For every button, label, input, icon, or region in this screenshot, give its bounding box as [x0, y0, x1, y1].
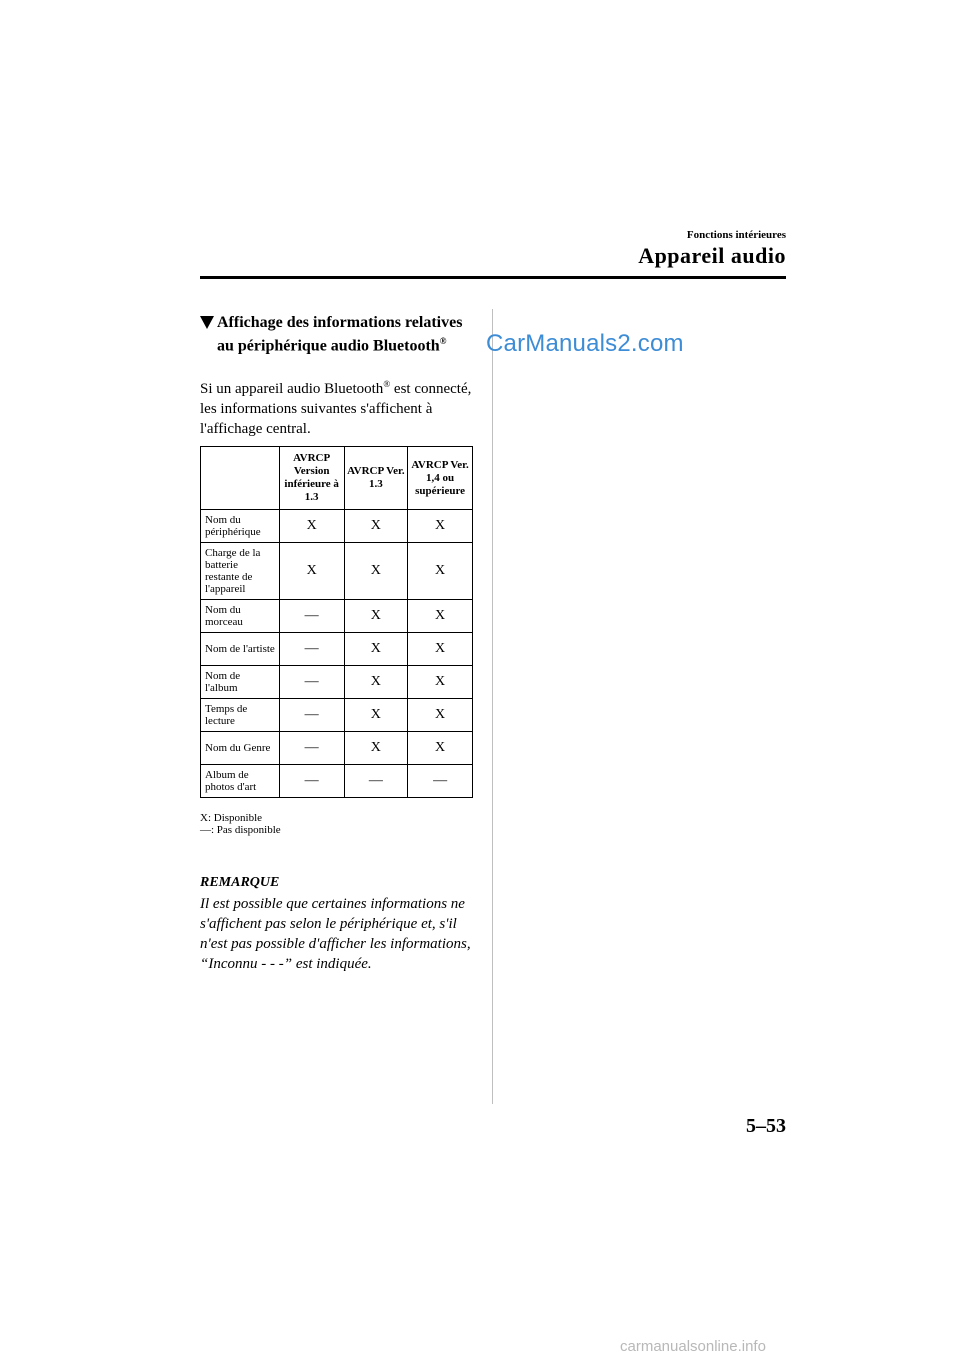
table-row	[201, 666, 473, 699]
table-cell: X	[279, 510, 344, 543]
table-cell: X	[344, 633, 408, 666]
table-header-avrcp-below-1-3: AVRCP Version inférieure à 1.3	[279, 447, 344, 510]
table-header-empty	[201, 447, 280, 510]
table-cell: X	[408, 543, 473, 600]
column-divider	[492, 309, 493, 1104]
section-heading	[200, 313, 470, 355]
table-cell: —	[279, 732, 344, 765]
table-row	[201, 633, 473, 666]
page-number: 5–53	[746, 1115, 786, 1137]
table-cell: —	[279, 666, 344, 699]
table-cell: X	[408, 732, 473, 765]
table-row-label: Temps de lecture	[201, 699, 280, 732]
table-row	[201, 765, 473, 798]
legend-unavailable: —: Pas disponible	[200, 824, 281, 836]
table-row	[201, 510, 473, 543]
registered-mark: ®	[383, 379, 391, 389]
intro-paragraph: Si un appareil audio Bluetooth® est connecté, les informations suivantes s'affichent à l'affichage central.	[200, 379, 472, 437]
triangle-marker-icon	[200, 316, 214, 329]
table-row-label: Nom du Genre	[201, 732, 280, 765]
table-cell: X	[408, 600, 473, 633]
table-row-label: Album de photos d'art	[201, 765, 280, 798]
legend-available: X: Disponible	[200, 812, 263, 824]
table-cell: X	[344, 543, 408, 600]
header-rule	[200, 276, 786, 279]
table-cell: —	[408, 765, 473, 798]
table-row-label: Charge de la batterie restante de l'appareil	[201, 543, 280, 600]
table-row	[201, 699, 473, 732]
table-row-label: Nom de l'artiste	[201, 633, 280, 666]
table-cell: —	[279, 633, 344, 666]
section-title: Affichage des informations relatives au périphérique audio Bluetooth®	[217, 314, 463, 355]
header-chapter-title: Appareil audio	[638, 243, 786, 268]
remarque-title: REMARQUE	[200, 875, 280, 890]
table-cell: X	[408, 666, 473, 699]
table-cell: X	[344, 666, 408, 699]
watermark-link[interactable]: CarManuals2.com	[486, 330, 684, 357]
table-cell: —	[279, 600, 344, 633]
table-header-avrcp-1-3: AVRCP Ver. 1.3	[344, 447, 408, 510]
table-legend	[200, 812, 281, 836]
table-row	[201, 600, 473, 633]
table-cell: —	[279, 765, 344, 798]
remarque-text: Il est possible que certaines informations ne s'affichent pas selon le périphérique et, s'il n'est pas possible d'afficher les informations, “Inconnu - - -” est indiquée.	[200, 896, 471, 972]
table-row-label: Nom du morceau	[201, 600, 280, 633]
table-header-avrcp-1-4-plus: AVRCP Ver. 1,4 ou supérieure	[408, 447, 473, 510]
table-cell: X	[344, 600, 408, 633]
table-row	[201, 732, 473, 765]
table-row-label: Nom du périphérique	[201, 510, 280, 543]
table-cell: X	[408, 699, 473, 732]
header-section-label: Fonctions intérieures	[686, 229, 786, 241]
table-cell: X	[344, 732, 408, 765]
table-row-label: Nom de l'album	[201, 666, 280, 699]
table-cell: X	[408, 510, 473, 543]
table-cell: X	[408, 633, 473, 666]
table-cell: —	[279, 699, 344, 732]
table-row	[201, 543, 473, 600]
table-cell: X	[344, 510, 408, 543]
footer-watermark-link[interactable]: carmanualsonline.info	[620, 1338, 766, 1355]
table-cell: X	[279, 543, 344, 600]
table-cell: X	[344, 699, 408, 732]
table-cell: —	[344, 765, 408, 798]
avrcp-info-table	[200, 446, 473, 798]
table-header-row	[201, 447, 473, 510]
registered-mark: ®	[439, 336, 447, 346]
